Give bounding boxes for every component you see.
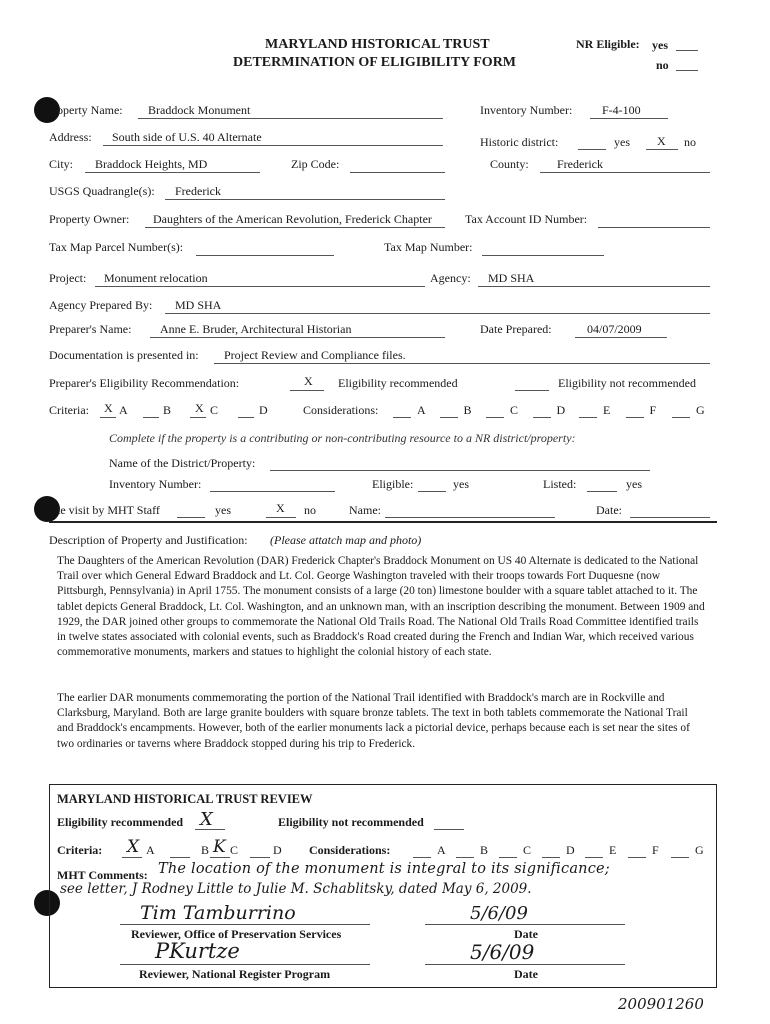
review-criteria-a-mark: X [127, 837, 140, 857]
review-eligibility-recommended: Eligibility recommended [57, 815, 184, 829]
reviewer-2-date-line [425, 964, 625, 965]
form-title-line1: MARYLAND HISTORICAL TRUST [265, 37, 490, 52]
city-line [85, 172, 260, 173]
historic-yes: yes [614, 135, 630, 149]
reviewer-2-date-label: Date [514, 967, 538, 981]
listed-blank [587, 491, 617, 492]
mht-comment-line-2: see letter, J Rodney Little to Julie M. Schablitsky, dated May 6, 2009. [60, 881, 532, 897]
tax-parcel-line [196, 255, 334, 256]
review-consideration-a: A [437, 843, 446, 857]
reviewer-1-date-label: Date [514, 927, 538, 941]
inventory-number-value: F-4-100 [602, 103, 641, 117]
review-consideration-blank-d [542, 857, 560, 858]
consideration-blank-a [393, 417, 411, 418]
address-line [103, 145, 443, 146]
tax-map-number-label: Tax Map Number: [384, 240, 473, 254]
project-label: Project: [49, 271, 87, 285]
preparer-name-value: Anne E. Bruder, Architectural Historian [160, 322, 352, 336]
description-label: Description of Property and Justification: [49, 533, 248, 547]
criteria-a: A [119, 403, 128, 417]
property-owner-label: Property Owner: [49, 212, 130, 226]
site-visit-name-label: Name: [349, 503, 381, 517]
review-consideration-b: B [480, 843, 489, 857]
district-inventory-line [210, 491, 335, 492]
date-prepared-line [575, 337, 667, 338]
project-value: Monument relocation [104, 271, 208, 285]
reviewer-2-line [120, 964, 370, 965]
eligible-yes: yes [453, 477, 469, 491]
review-consideration-d: D [566, 843, 575, 857]
nr-yes-blank [676, 50, 698, 51]
criteria-a-blank [100, 417, 116, 418]
county-line [540, 172, 710, 173]
agency-prepared-line [165, 313, 710, 314]
consideration-blank-f [626, 417, 644, 418]
property-owner-value: Daughters of the American Revolution, Frederick Chapter [153, 212, 432, 226]
form-title-line2: DETERMINATION OF ELIGIBILITY FORM [233, 55, 517, 70]
eligibility-not-recommended-option: Eligibility not recommended [558, 376, 696, 390]
property-name-value: Braddock Monument [148, 103, 251, 117]
description-paragraph-2: The earlier DAR monuments commemorating the portion of the National Trail identified with Braddock's march are in Rockville and Clarksburg, Maryland. Both are large granite boulders with square bronze tablets. The text in both tablets commemorate the National Trail and Braddock's encampments. However, both of the earlier monuments lack a pictorial device, perhaps because each is set near the sites of two ordinaries or taverns where Braddock stopped during his trip to Frederick. [57, 692, 690, 750]
review-consideration-blank-b [456, 857, 474, 858]
review-consideration-e: E [609, 843, 617, 857]
nr-eligible-label: NR Eligible: [576, 37, 640, 51]
criteria-b-blank [143, 417, 159, 418]
reviewer-1-date: 5/6/09 [470, 903, 528, 924]
district-name-label: Name of the District/Property: [109, 456, 256, 470]
reviewer-1-label: Reviewer, Office of Preservation Services [131, 927, 342, 941]
criteria-label: Criteria: [49, 403, 89, 417]
nr-eligible-yes: yes [652, 38, 668, 52]
review-criteria-b: B [201, 843, 210, 857]
reviewer-1-signature: Tim Tamburrino [140, 902, 296, 924]
consideration-g: G [696, 403, 705, 417]
consideration-b: B [463, 403, 472, 417]
review-criteria-a-blank [122, 857, 142, 858]
review-eligibility-not-recommended: Eligibility not recommended [278, 815, 424, 829]
section-divider [49, 521, 717, 523]
site-visit-yes: yes [215, 503, 231, 517]
site-no-blank [266, 517, 296, 518]
site-visit-date-label: Date: [596, 503, 622, 517]
preparer-name-line [150, 337, 445, 338]
preparer-name-label: Preparer's Name: [49, 322, 132, 336]
district-name-line [270, 470, 650, 471]
district-instruction: Complete if the property is a contributing or non-contributing resource to a NR district/property: [109, 431, 576, 445]
county-value: Frederick [557, 157, 603, 171]
tax-parcel-label: Tax Map Parcel Number(s): [49, 240, 184, 254]
mht-comment-line-1: The location of the monument is integral to its significance; [158, 861, 610, 877]
zip-code-label: Zip Code: [291, 157, 340, 171]
document-stamp-number: 200901260 [618, 995, 704, 1013]
not-recommended-blank [515, 390, 549, 391]
criteria-d-blank [238, 417, 254, 418]
consideration-e: E [603, 403, 611, 417]
agency-label: Agency: [430, 271, 471, 285]
consideration-blank-c [486, 417, 504, 418]
considerations-label: Considerations: [303, 403, 379, 417]
review-consideration-blank-g [671, 857, 689, 858]
recommendation-mark: X [304, 374, 313, 388]
consideration-f: F [649, 403, 657, 417]
site-visit-label: te visit by MHT Staff [57, 503, 160, 517]
review-consideration-c: C [523, 843, 532, 857]
description-note: (Please attatch map and photo) [270, 533, 422, 547]
review-criteria-b-blank [170, 857, 190, 858]
mht-comments-label: MHT Comments: [57, 868, 148, 882]
review-consideration-blank-c [499, 857, 517, 858]
reviewer-2-date: 5/6/09 [470, 940, 535, 964]
project-line [95, 286, 425, 287]
property-name-label: operty Name: [57, 103, 123, 117]
address-label: Address: [49, 130, 92, 144]
listed-yes: yes [626, 477, 642, 491]
tax-map-number-line [482, 255, 604, 256]
historic-no-mark: X [657, 134, 666, 148]
historic-district-label: Historic district: [480, 135, 559, 149]
property-name-line [138, 118, 443, 119]
consideration-blank-d [533, 417, 551, 418]
criteria-c-blank [190, 417, 206, 418]
consideration-c: C [510, 403, 519, 417]
review-criteria-d-blank [250, 857, 270, 858]
city-label: City: [49, 157, 74, 171]
review-consideration-blank-f [628, 857, 646, 858]
usgs-value: Frederick [175, 184, 221, 198]
agency-prepared-label: Agency Prepared By: [49, 298, 153, 312]
city-value: Braddock Heights, MD [95, 157, 208, 171]
criteria-c-mark: X [195, 401, 204, 415]
eligibility-recommended-option: Eligibility recommended [338, 376, 458, 390]
documentation-line [214, 363, 710, 364]
review-criteria-c-blank [210, 857, 230, 858]
tax-account-line [598, 227, 710, 228]
inventory-number-label: Inventory Number: [480, 103, 573, 117]
reviewer-1-date-line [425, 924, 625, 925]
zip-code-line [350, 172, 445, 173]
inventory-number-line [590, 118, 668, 119]
recommendation-label: Preparer's Eligibility Recommendation: [49, 376, 240, 390]
criteria-b: B [163, 403, 172, 417]
nr-no-blank [676, 70, 698, 71]
review-title: MARYLAND HISTORICAL TRUST REVIEW [57, 792, 313, 806]
usgs-label: USGS Quadrangle(s): [49, 184, 155, 198]
review-consideration-f: F [652, 843, 659, 857]
date-prepared-label: Date Prepared: [480, 322, 552, 336]
site-yes-blank [177, 517, 205, 518]
site-visit-name-line [385, 517, 555, 518]
agency-value: MD SHA [488, 271, 535, 285]
review-criteria-a: A [146, 843, 155, 857]
review-eligibility-mark: X [200, 809, 213, 830]
usgs-line [165, 199, 445, 200]
eligible-label: Eligible: [372, 477, 414, 491]
description-paragraph-1: The Daughters of the American Revolution (DAR) Frederick Chapter's Braddock Monument on US 40 Alternate is dedicated to the National Trail over which General Edward Braddock and Lt. Col. George Washington traveled with their troops towards Fort Duquesne (now Pittsburgh, Pennsylvania) in April 1755. The monument consists of a large (20 ton) limestone boulder with a square tablet attached to it. The tablet depicts General Braddock, Lt. Col. Washington, and an unknown man, with an inscription describing the monument. Between 1909 and 1929, the DAR joined other groups to commemorate the National Old Trails Road. The National Old Trails Road Committee identified trails in twelve states associated with colonial events, such as Braddock's Road created during the French and Indian War, which received various commemorative monuments, markers and statues to highlight the colonial history of each state. [57, 555, 705, 659]
address-value: South side of U.S. 40 Alternate [112, 130, 262, 144]
historic-yes-blank [578, 149, 606, 150]
nr-eligible-no: no [656, 58, 669, 72]
consideration-blank-b [440, 417, 458, 418]
review-considerations-label: Considerations: [309, 843, 391, 857]
county-label: County: [490, 157, 529, 171]
documentation-label: Documentation is presented in: [49, 348, 199, 362]
consideration-blank-e [579, 417, 597, 418]
criteria-a-mark: X [104, 401, 113, 415]
review-criteria-d: D [273, 843, 282, 857]
review-consideration-g: G [695, 843, 704, 857]
review-not-recommended-blank [434, 829, 464, 830]
reviewer-2-signature: PKurtze [155, 939, 240, 963]
review-consideration-blank-a [413, 857, 431, 858]
consideration-blank-g [672, 417, 690, 418]
site-visit-no: no [304, 503, 316, 517]
historic-no-blank [646, 149, 678, 150]
review-criteria-c: C [230, 843, 239, 857]
site-visit-date-line [630, 517, 710, 518]
consideration-a: A [417, 403, 426, 417]
review-criteria-c-mark: K [213, 837, 226, 857]
property-owner-line [145, 227, 445, 228]
documentation-value: Project Review and Compliance files. [224, 348, 406, 362]
reviewer-1-line [120, 924, 370, 925]
site-visit-no-mark: X [276, 501, 285, 515]
agency-prepared-value: MD SHA [175, 298, 222, 312]
consideration-d: D [556, 403, 566, 417]
review-consideration-blank-e [585, 857, 603, 858]
eligible-blank [418, 491, 446, 492]
criteria-c: C [210, 403, 219, 417]
criteria-d: D [259, 403, 268, 417]
district-inventory-label: Inventory Number: [109, 477, 202, 491]
listed-label: Listed: [543, 477, 577, 491]
agency-line [478, 286, 710, 287]
tax-account-label: Tax Account ID Number: [465, 212, 588, 226]
date-prepared-value: 04/07/2009 [587, 322, 642, 336]
review-criteria-label: Criteria: [57, 843, 103, 857]
reviewer-2-label: Reviewer, National Register Program [139, 967, 331, 981]
historic-no: no [684, 135, 696, 149]
review-eligibility-blank [195, 829, 225, 830]
recommendation-blank [290, 390, 324, 391]
